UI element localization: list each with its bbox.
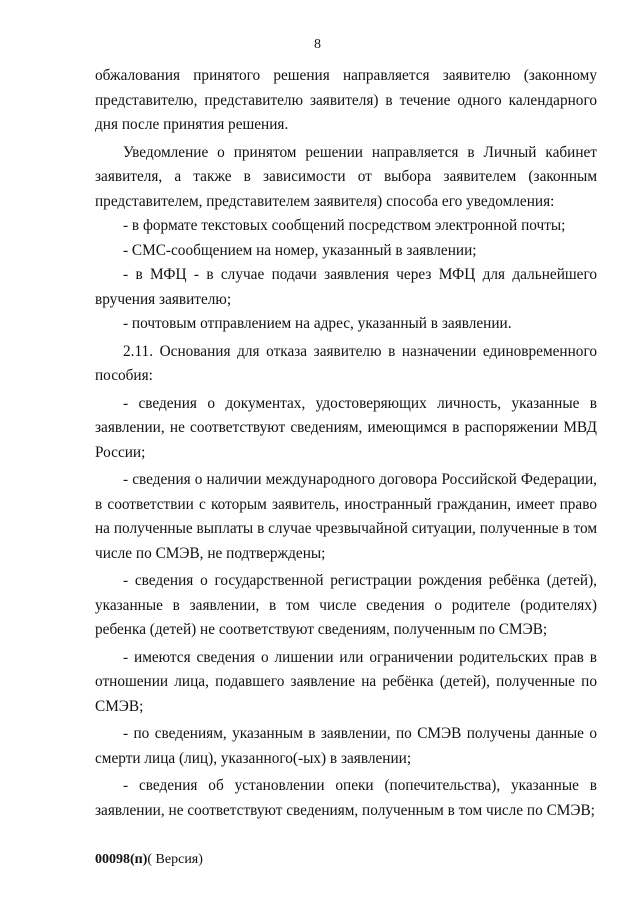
document-code: 00098(п): [95, 852, 148, 867]
list-item-email: - в формате текстовых сообщений посредством электронной почты;: [123, 217, 566, 234]
refusal-ground-death: - по сведениям, указанным в заявлении, по СМЭВ получены данные о смерти лица (лиц), указанного(-ых) в заявлении;: [95, 725, 597, 767]
refusal-ground-guardianship: - сведения об установлении опеки (попечительства), указанные в заявлении, не соответствуют сведениям, полученным в том числе по СМЭВ;: [95, 777, 597, 819]
refusal-ground-treaty: - сведения о наличии международного договора Российской Федерации, в соответствии с которым заявитель, иностранный гражданин, имеет право на полученные выплаты в случае чрезвычайной ситуации, полученные в том числе по СМЭВ, не подтверждены;: [95, 471, 597, 562]
refusal-ground-birth-registration: - сведения о государственной регистрации рождения ребёнка (детей), указанные в заявлении, в том числе сведения о родителе (родителях) ребенка (детей) не соответствуют сведениям, полученным по СМЭВ;: [95, 572, 597, 638]
document-version-label: ( Версия): [147, 852, 203, 867]
document-body: [95, 64, 597, 823]
section-2-11-heading: 2.11. Основания для отказа заявителю в назначении единовременного пособия:: [95, 342, 597, 384]
paragraph-appeal-continuation: обжалования принятого решения направляется заявителю (законному представителю, представителю заявителя) в течение одного календарного дня после принятия решения.: [95, 67, 597, 133]
list-item-mfc: - в МФЦ - в случае подачи заявления через МФЦ для дальнейшего вручения заявителю;: [95, 266, 597, 308]
paragraph-notification: Уведомление о принятом решении направляется в Личный кабинет заявителя, а также в зависимости от выбора заявителем (законным представителем, представителем заявителя) способа его уведомления:: [95, 143, 597, 210]
refusal-ground-identity: - сведения о документах, удостоверяющих личность, указанные в заявлении, не соответствуют сведениям, имеющимся в распоряжении МВД России;: [95, 394, 597, 461]
refusal-ground-parental-rights: - имеются сведения о лишении или ограничении родительских прав в отношении лица, подавшего заявление на ребёнка (детей), полученные по СМЭВ;: [95, 648, 597, 715]
document-footer: [95, 851, 203, 869]
list-item-sms: - СМС-сообщением на номер, указанный в заявлении;: [123, 241, 477, 259]
list-item-post: - почтовым отправлением на адрес, указанный в заявлении.: [123, 315, 512, 332]
page-number: 8: [314, 37, 321, 52]
